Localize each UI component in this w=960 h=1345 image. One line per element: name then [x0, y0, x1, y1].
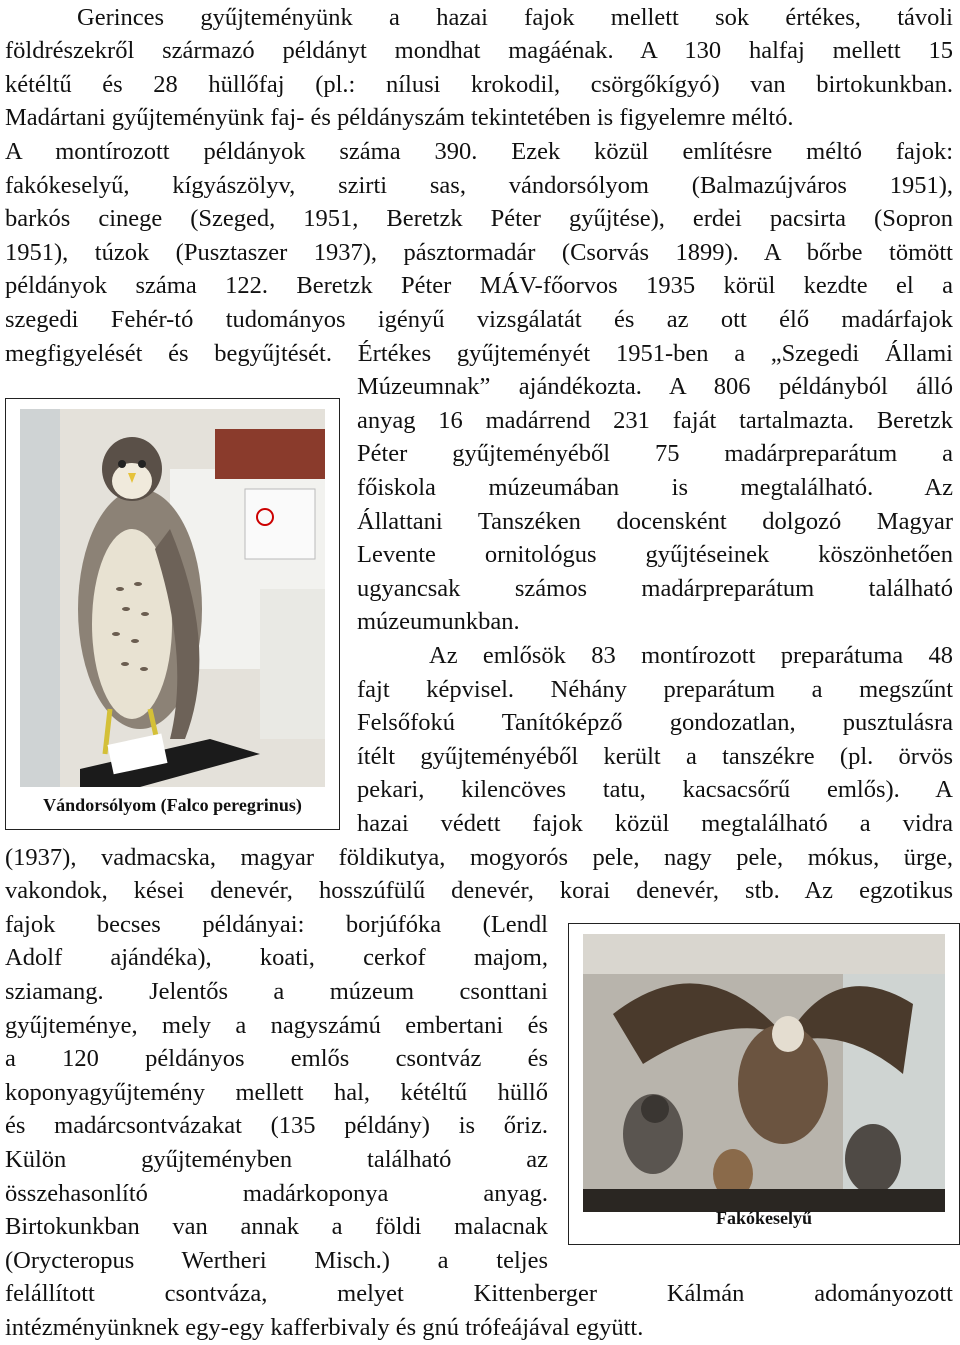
text-line: fajt képvisel. Néhány preparátum a megszűnt [357, 675, 953, 703]
text-line: Gerinces gyűjteményünk a hazai fajok mellett sok értékes, távoli [77, 3, 953, 31]
text-line: példányok száma 122. Beretzk Péter MÁV-főorvos 1935 körül kezdte el a [5, 272, 953, 300]
text-line: A montírozott példányok száma 390. Ezek közül említésre méltó fajok: [5, 137, 953, 165]
falcon-caption: Vándorsólyom (Falco peregrinus) [43, 795, 302, 815]
text-line: fajok becses példányai: borjúfóka (Lendl [5, 910, 548, 938]
vulture-caption: Fakókeselyű [715, 1208, 812, 1228]
text-line: Felsőfokú Tanítóképző gondozatlan, pusztulásra [357, 709, 953, 737]
text-line: hazai védett fajok közül megtalálható a vidra [357, 809, 953, 837]
text-line: koponyagyűjtemény mellett hal, kétéltű hüllő [5, 1078, 548, 1106]
text-line: Múzeumnak” ajándékozta. A 806 példányból álló [357, 373, 953, 401]
text-line: összehasonlító madárkoponya anyag. [5, 1179, 548, 1207]
text-line: sziamang. Jelentős a múzeum csonttani [5, 977, 548, 1005]
text-line: múzeumunkban. [357, 608, 520, 636]
text-line: földrészekről származó példányt mondhat magáénak. A 130 halfaj mellett 15 [5, 37, 953, 65]
text-line: Külön gyűjteményben található az [5, 1145, 548, 1173]
text-line: Birtokunkban van annak a földi malacnak [5, 1213, 548, 1241]
text-line: Állattani Tanszéken docensként dolgozó Magyar [357, 507, 953, 535]
text-line: 1951), túzok (Pusztaszer 1937), pásztormadár (Csorvás 1899). A bőrbe tömött [5, 238, 953, 266]
text-line: Madártani gyűjteményünk faj- és példányszám tekintetében is figyelemre méltó. [5, 104, 794, 132]
griffon-vulture-illustration [583, 934, 945, 1212]
peregrine-falcon-photo [20, 409, 325, 787]
text-line: szegedi Fehér-tó tudományos igényű vizsgálatát és az ott élő madárfajok [5, 305, 953, 333]
text-line: Péter gyűjteményéből 75 madárpreparátum a [357, 440, 953, 468]
text-line: intézményünknek egy-egy kafferbivaly és gnú trófeájával együtt. [5, 1313, 644, 1341]
peregrine-falcon-illustration [20, 409, 325, 787]
text-line: (1937), vadmacska, magyar földikutya, mogyorós pele, nagy pele, mókus, ürge, [5, 843, 953, 871]
text-line: ítélt gyűjteményéből került a tanszékre (pl. örvös [357, 742, 953, 770]
text-line: anyag 16 madárrend 231 faját tartalmazta. Beretzk [357, 406, 953, 434]
text-line: felállított csontváza, melyet Kittenberger Kálmán adományozott [5, 1280, 953, 1308]
text-line: barkós cinege (Szeged, 1951, Beretzk Péter gyűjtése), erdei pacsirta (Sopron [5, 205, 953, 233]
text-line: Az emlősök 83 montírozott preparátuma 48 [429, 641, 953, 669]
text-line: és madárcsontvázakat (135 példány) is őriz. [5, 1112, 548, 1140]
text-line: Levente ornitológus gyűjtéseinek köszönhetően [357, 541, 953, 569]
text-line: kétéltű és 28 hüllőfaj (pl.: nílusi krokodil, csörgőkígyó) van birtokunkban. [5, 70, 953, 98]
figure-peregrine-falcon [5, 398, 340, 830]
text-line: ugyancsak számos madárpreparátum található [357, 574, 953, 602]
text-line: vakondok, kései denevér, hosszúfülű denevér, korai denevér, stb. Az egzotikus [5, 877, 953, 905]
text-line: a 120 példányos emlős csontváz és [5, 1045, 548, 1073]
text-line: (Orycteropus Wertheri Misch.) a teljes [5, 1246, 548, 1274]
text-line: megfigyelését és begyűjtését. Értékes gyűjteményét 1951-ben a „Szegedi Állami [5, 339, 953, 367]
text-line: pekari, kilencöves tatu, kacsacsőrű emlős). A [357, 776, 953, 804]
text-line: fakókeselyű, kígyászölyv, szirti sas, vándorsólyom (Balmazújváros 1951), [5, 171, 953, 199]
text-line: gyűjteménye, mely a nagyszámú embertani és [5, 1011, 548, 1039]
griffon-vulture-photo [583, 934, 945, 1212]
figure-griffon-vulture [568, 923, 960, 1245]
text-line: főiskola múzeumában is megtalálható. Az [357, 473, 953, 501]
text-line: Adolf ajándéka), koati, cerkof majom, [5, 944, 548, 972]
